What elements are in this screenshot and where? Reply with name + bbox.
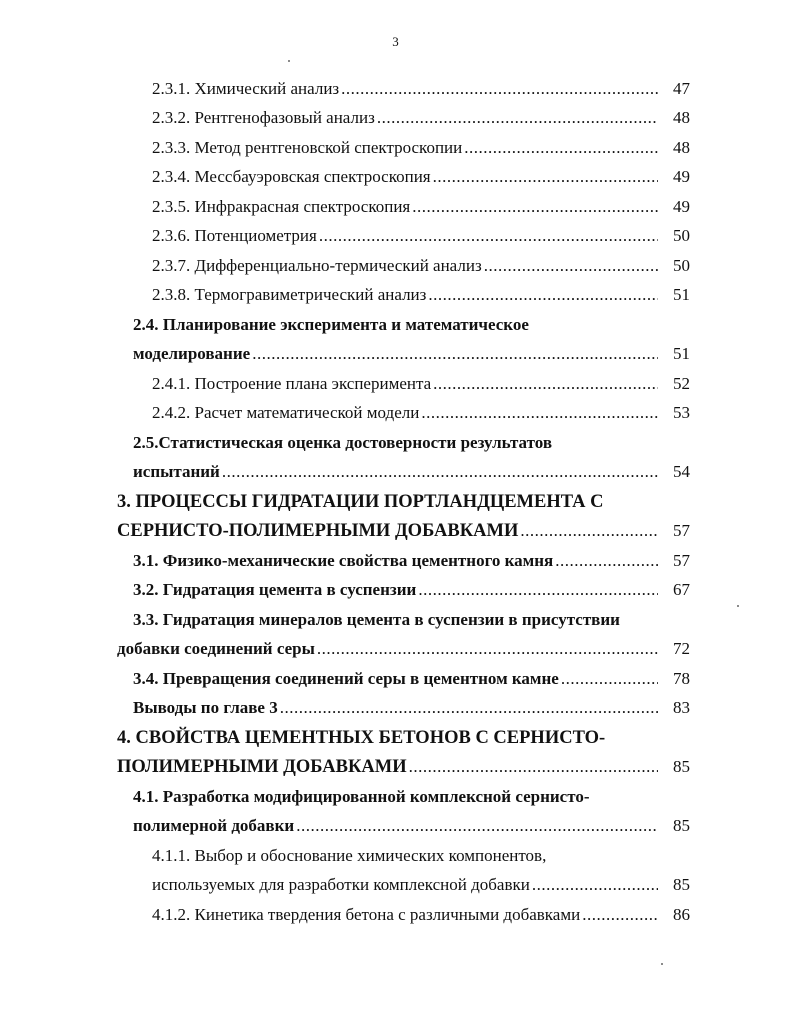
- dot-leader: [484, 253, 658, 279]
- toc-chapter-3[interactable]: [117, 489, 693, 515]
- toc-entry-2-3-5[interactable]: [152, 194, 658, 220]
- toc-entry-2-3-6[interactable]: [152, 223, 658, 249]
- toc-entry-2-3-4[interactable]: [152, 164, 658, 190]
- toc-entry-2-3-2[interactable]: [152, 105, 658, 131]
- dot-leader: [418, 577, 658, 603]
- toc-entry-label: 2.3.1. Химический анализ: [152, 79, 340, 98]
- toc-entry-label: 4. СВОЙСТВА ЦЕМЕНТНЫХ БЕТОНОВ С СЕРНИСТО-: [117, 728, 606, 748]
- toc-page-number: 47: [673, 79, 690, 98]
- toc-entry-label: полимерной добавки: [133, 816, 295, 835]
- toc-entry-3-2[interactable]: [133, 577, 658, 603]
- toc-page-number: 49: [673, 197, 690, 216]
- dot-leader: [341, 76, 658, 102]
- toc-entry-label: 2.4. Планирование эксперимента и математическое: [133, 315, 529, 334]
- toc-entry-conclusions-3[interactable]: [133, 695, 658, 721]
- toc-entry-label: 2.3.5. Инфракрасная спектроскопия: [152, 197, 411, 216]
- dot-leader: [280, 695, 658, 721]
- toc-entry-2-4[interactable]: [133, 312, 693, 338]
- toc-page-number: 72: [673, 639, 690, 658]
- toc-page-number: 57: [673, 551, 690, 570]
- toc-entry-label: 2.3.6. Потенциометрия: [152, 226, 317, 245]
- dot-leader: [582, 902, 658, 928]
- toc-entry-2-3-8[interactable]: [152, 282, 658, 308]
- toc-entry-label: ПОЛИМЕРНЫМИ ДОБАВКАМИ: [117, 757, 407, 777]
- toc-entry-label: 2.3.7. Дифференциально-термический анализ: [152, 256, 482, 275]
- toc-page-number: 86: [673, 905, 690, 924]
- toc-entry-label: моделирование: [133, 344, 251, 363]
- toc-page-number: 52: [673, 374, 690, 393]
- dot-leader: [464, 135, 658, 161]
- dot-leader: [421, 400, 658, 426]
- toc-entry-2-4-cont[interactable]: [133, 341, 658, 367]
- toc-entry-label: 4.1.1. Выбор и обоснование химических компонентов,: [152, 846, 547, 865]
- dot-leader: [433, 371, 658, 397]
- toc-page-number: 53: [673, 403, 690, 422]
- scan-speck: [661, 963, 663, 965]
- toc-entry-label: используемых для разработки комплексной добавки: [152, 875, 530, 894]
- toc-page-number: 85: [673, 875, 690, 894]
- toc-entry-label: СЕРНИСТО-ПОЛИМЕРНЫМИ ДОБАВКАМИ: [117, 521, 519, 541]
- toc-page-number: 50: [673, 256, 690, 275]
- toc-page-number: 67: [673, 580, 690, 599]
- toc-entry-4-1-1-cont[interactable]: [152, 872, 658, 898]
- toc-entry-4-1-2[interactable]: [152, 902, 658, 928]
- toc-entry-label: 3.1. Физико-механические свойства цементного камня: [133, 551, 554, 570]
- toc-entry-3-4[interactable]: [133, 666, 658, 692]
- toc-entry-3-3-cont[interactable]: [117, 636, 658, 662]
- toc-chapter-3-cont[interactable]: [117, 518, 658, 544]
- toc-page-number: 78: [673, 669, 690, 688]
- dot-leader: [377, 105, 658, 131]
- dot-leader: [222, 459, 658, 485]
- dot-leader: [561, 666, 658, 692]
- dot-leader: [520, 518, 658, 544]
- dot-leader: [532, 872, 658, 898]
- toc-entry-label: 4.1. Разработка модифицированной комплексной сернисто-: [133, 787, 590, 806]
- toc-entry-label: 3.4. Превращения соединений серы в цементном камне: [133, 669, 559, 688]
- dot-leader: [317, 636, 658, 662]
- toc-page-number: 85: [673, 816, 690, 835]
- toc-entry-label: 2.3.2. Рентгенофазовый анализ: [152, 108, 375, 127]
- toc-page-number: 54: [673, 462, 690, 481]
- toc-page-number: 83: [673, 698, 690, 717]
- toc-entry-label: 2.4.1. Построение плана эксперимента: [152, 374, 432, 393]
- scan-speck: [288, 60, 290, 62]
- toc-entry-label: 3.3. Гидратация минералов цемента в суспензии в присутствии: [133, 610, 620, 629]
- dot-leader: [409, 754, 658, 780]
- toc-entry-label: 3. ПРОЦЕССЫ ГИДРАТАЦИИ ПОРТЛАНДЦЕМЕНТА С: [117, 492, 604, 512]
- toc-page-number: 48: [673, 108, 690, 127]
- toc-entry-2-4-2[interactable]: [152, 400, 658, 426]
- dot-leader: [428, 282, 658, 308]
- toc-entry-4-1-1[interactable]: [152, 843, 692, 869]
- toc-entry-label: 2.5.Статистическая оценка достоверности результатов: [133, 433, 552, 452]
- toc-entry-2-3-3[interactable]: [152, 135, 658, 161]
- toc-chapter-4-cont[interactable]: [117, 754, 658, 780]
- toc-entry-label: 2.3.4. Мессбауэровская спектроскопия: [152, 167, 431, 186]
- toc-entry-2-4-1[interactable]: [152, 371, 658, 397]
- toc-entry-label: Выводы по главе 3: [133, 698, 278, 717]
- toc-entry-label: 2.4.2. Расчет математической модели: [152, 403, 420, 422]
- toc-entry-4-1[interactable]: [133, 784, 693, 810]
- toc-entry-3-1[interactable]: [133, 548, 658, 574]
- toc-entry-2-5[interactable]: [133, 430, 693, 456]
- dot-leader: [433, 164, 658, 190]
- toc-page-number: 85: [673, 757, 690, 776]
- toc-page-number: 50: [673, 226, 690, 245]
- toc-entry-4-1-cont[interactable]: [133, 813, 658, 839]
- dot-leader: [412, 194, 658, 220]
- toc-entry-2-3-1[interactable]: [152, 76, 658, 102]
- toc-page-number: 49: [673, 167, 690, 186]
- toc-entry-label: испытаний: [133, 462, 220, 481]
- toc-entry-label: 2.3.3. Метод рентгеновской спектроскопии: [152, 138, 463, 157]
- toc-entry-label: 3.2. Гидратация цемента в суспензии: [133, 580, 417, 599]
- toc-page-number: 48: [673, 138, 690, 157]
- toc-entry-2-3-7[interactable]: [152, 253, 658, 279]
- toc-chapter-4[interactable]: [117, 725, 693, 751]
- toc-entry-2-5-cont[interactable]: [133, 459, 658, 485]
- dot-leader: [555, 548, 658, 574]
- toc-page-number: 51: [673, 285, 690, 304]
- dot-leader: [296, 813, 658, 839]
- page-number: 3: [392, 34, 399, 49]
- scan-speck: [737, 605, 739, 607]
- toc-entry-label: 4.1.2. Кинетика твердения бетона с различными добавками: [152, 905, 581, 924]
- dot-leader: [252, 341, 658, 367]
- toc-entry-label: добавки соединений серы: [117, 639, 315, 658]
- toc-entry-label: 2.3.8. Термогравиметрический анализ: [152, 285, 427, 304]
- dot-leader: [319, 223, 658, 249]
- toc-entry-3-3[interactable]: [133, 607, 693, 633]
- toc-page-number: 57: [673, 521, 690, 540]
- toc-page-number: 51: [673, 344, 690, 363]
